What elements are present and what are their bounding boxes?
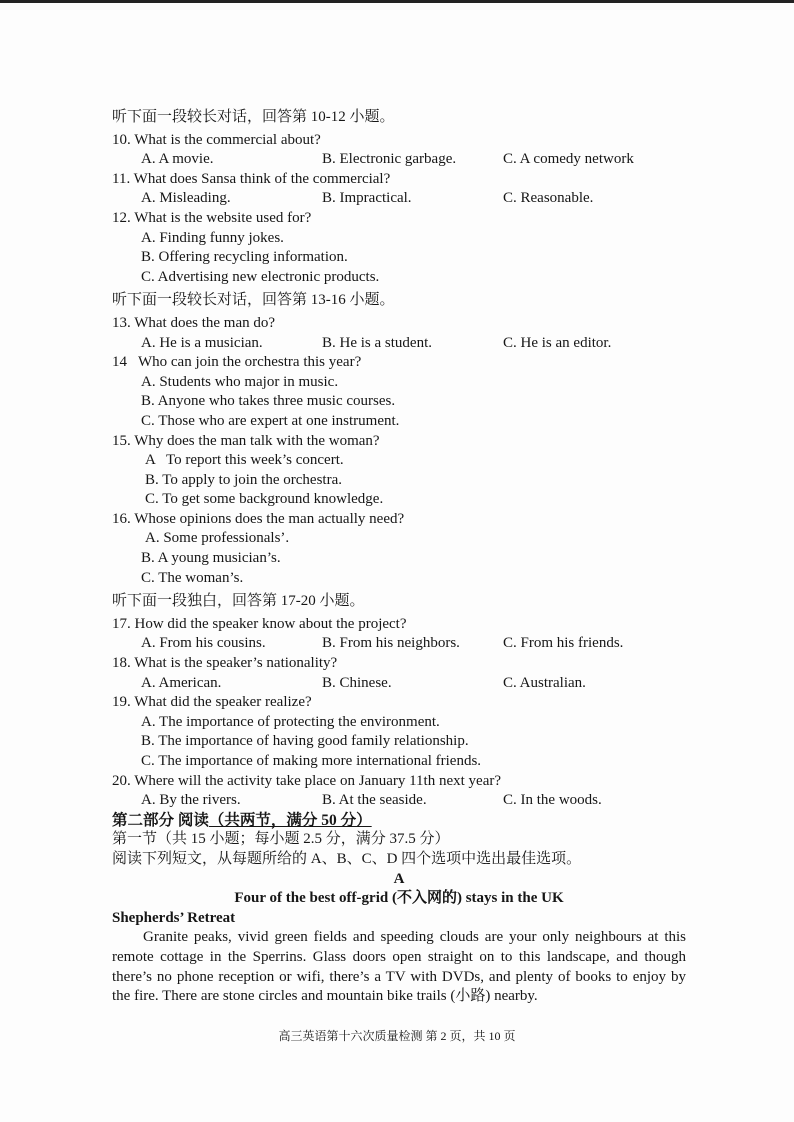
option-b: B. Anyone who takes three music courses. (141, 393, 396, 410)
option-a: A. From his cousins. (141, 635, 266, 652)
passage-paragraph: Granite peaks, vivid green fields and speeding clouds are your only neighbours at this remote cottage in the Sperrins. Glass doors open straight on to this landscape, and though there’s no phone reception or wifi, there’s a TV with DVDs, and plenty of books to enjoy by the fire. There are stone circles and mountain bike trails (小路) nearby. (112, 929, 686, 1005)
option-c: C. Those who are expert at one instrument. (141, 412, 400, 429)
passage-body (112, 928, 686, 1006)
option-b: B. At the seaside. (322, 792, 427, 809)
question-10-options (112, 150, 686, 170)
option-b: B. The importance of having good family relationship. (141, 733, 469, 750)
option-a: A. Misleading. (141, 190, 231, 207)
question-16-stem: 16. Whose opinions does the man actually need? (112, 510, 405, 527)
reading-instruction: 阅读下列短文，从每题所给的 A、B、C、D 四个选项中选出最佳选项。 (112, 850, 582, 867)
option-b: B. Impractical. (322, 190, 412, 207)
question-18-stem: 18. What is the speaker’s nationality? (112, 655, 338, 672)
question-13-options (112, 334, 686, 354)
section-intro-10-12: 听下面一段较长对话，回答第 10-12 小题。 (112, 109, 395, 125)
option-a: A. Some professionals’. (145, 530, 290, 547)
section-one-heading: 第一节（共 15 小题；每小题 2.5 分，满分 37.5 分） (112, 831, 450, 848)
question-12-stem: 12. What is the website used for? (112, 209, 312, 226)
option-a: A. He is a musician. (141, 334, 263, 351)
option-a: A. American. (141, 674, 222, 691)
question-15-stem: 15. Why does the man talk with the woman? (112, 432, 380, 449)
option-a: A To report this week’s concert. (145, 452, 344, 469)
option-c: C. He is an editor. (503, 334, 612, 351)
part-two-name: 第二部分 阅读 (112, 811, 209, 829)
question-18-options (112, 674, 686, 694)
question-17-options (112, 634, 686, 654)
top-border (0, 0, 794, 3)
part-two-title (112, 811, 686, 831)
option-b: B. A young musician’s. (141, 550, 281, 567)
option-b: B. Offering recycling information. (141, 249, 348, 266)
option-a: A. Finding funny jokes. (141, 229, 284, 246)
section-intro-13-16: 听下面一段较长对话，回答第 13-16 小题。 (112, 292, 395, 309)
section-intro-17-20: 听下面一段独白，回答第 17-20 小题。 (112, 593, 365, 610)
option-c: C. From his friends. (503, 635, 624, 652)
question-14-stem: 14 Who can join the orchestra this year? (112, 354, 362, 371)
option-b: B. Electronic garbage. (322, 151, 457, 168)
option-c: C. Advertising new electronic products. (141, 268, 380, 285)
question-20-stem: 20. Where will the activity take place on January 11th next year? (112, 772, 502, 789)
option-b: B. He is a student. (322, 334, 432, 351)
option-c: C. The woman’s. (141, 569, 244, 586)
option-b: B. From his neighbors. (322, 635, 460, 652)
passage-letter: A (393, 870, 405, 887)
passage-subtitle: Shepherds’ Retreat (112, 909, 236, 926)
option-b: B. To apply to join the orchestra. (145, 471, 342, 488)
question-17-stem: 17. How did the speaker know about the project? (112, 615, 407, 632)
part-two-score: （共两节，满分 50 分） (208, 811, 372, 829)
question-20-options (112, 791, 686, 811)
question-19-stem: 19. What did the speaker realize? (112, 694, 312, 711)
passage-title: Four of the best off-grid (不入网的) stays in the UK (234, 890, 564, 907)
question-11-options (112, 189, 686, 209)
option-a: A. The importance of protecting the environment. (141, 713, 440, 730)
question-13-stem: 13. What does the man do? (112, 314, 276, 331)
option-a: A. By the rivers. (141, 792, 241, 809)
question-11-stem: 11. What does Sansa think of the commercial? (112, 170, 391, 187)
option-c: C. To get some background knowledge. (145, 491, 384, 508)
exam-page (112, 106, 686, 1007)
question-10-stem: 10. What is the commercial about? (112, 131, 321, 148)
option-b: B. Chinese. (322, 674, 392, 691)
option-c: C. The importance of making more international friends. (141, 753, 482, 769)
option-a: A. A movie. (141, 151, 214, 168)
option-c: C. In the woods. (503, 792, 602, 809)
option-a: A. Students who major in music. (141, 373, 339, 390)
option-c: C. Reasonable. (503, 190, 594, 207)
option-c: C. Australian. (503, 674, 586, 691)
option-c: C. A comedy network (503, 151, 634, 168)
page-footer: 高三英语第十六次质量检测 第 2 页，共 10 页 (278, 1029, 516, 1043)
